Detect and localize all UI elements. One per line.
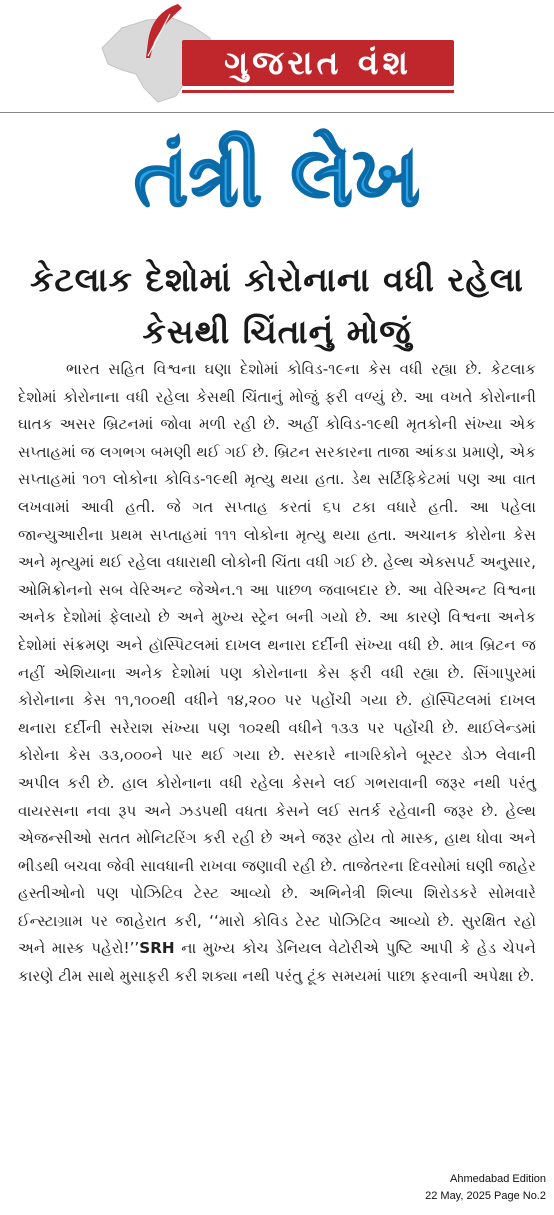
article-text-srh: SRH xyxy=(139,939,175,958)
footer xyxy=(425,1171,546,1205)
section-title: તંત્રી લેખ xyxy=(133,130,421,225)
article-text-part1: ભારત સહિત વિશ્વના ઘણા દેશોમાં કોવિડ-૧૯ના કેસ વધી રહ્યા છે. કેટલાક દેશોમાં કોરોનાના વધી રહેલા કેસથી ચિંતાનું મોજું ફરી વળ્યું છે. આ વખતે કોરોનાની ઘાતક અસર બ્રિટનમાં જોવા મળી રહી છે. અહીં કોવિડ-૧૯થી મૃતકોની સંખ્યા એક સપ્તાહમાં જ લગભગ બમણી થઈ ગઈ છે. બ્રિટન સરકારના તાજા આંકડા પ્રમાણે, એક સપ્તાહમાં ૧૦૧ લોકોના કોવિડ-૧૯થી મૃત્યુ થયા હતા. ડેથ સર્ટિફિકેટમાં પણ આ વાત લખવામાં આવી હતી. જે ગત સપ્તાહ કરતાં ૬૫ ટકા વધારે હતી. આ પહેલા જાન્યુઆરીના પ્રથમ સપ્તાહમાં ૧૧૧ લોકોના મૃત્યુ થયા હતા. અચાનક કોરોના કેસ અને મૃત્યુમાં થઈ રહેલા વધારાથી લોકોની ચિંતા વધી ગઈ છે. હેલ્થ એક્સપર્ટ અનુસાર, ઓમિક્રોનનો સબ વેરિઅન્ટ જેએન.૧ આ પાછળ જવાબદાર છે. આ વેરિઅન્ટ વિશ્વના અનેક દેશોમાં ફેલાયો છે અને મુખ્ય સ્ટ્રેન બની ગયો છે. આ કારણે વિશ્વના અનેક દેશોમાં સંક્રમણ અને હૉસ્પિટલમાં દાખલ થનારા દર્દીની સંખ્યા વધી છે. માત્ર બ્રિટન જ નહીં એશિયાના અનેક દેશોમાં પણ કોરોનાના કેસ ફરી વધી રહ્યા છે. સિંગાપુરમાં કોરોનાના કેસ ૧૧,૧૦૦થી વધીને ૧૪,૨૦૦ પર પહોંચી ગયા છે. હૉસ્પિટલમાં દાખલ થનારા દર્દીની સરેરાશ સંખ્યા પણ ૧૦૨થી વધીને ૧૩૩ પર પહોંચી છે. થાઈલેન્ડમાં કોરોના કેસ ૩૩,૦૦૦ને પાર થઈ ગયા છે. સરકારે નાગરિકોને બૂસ્ટર ડોઝ લેવાની અપીલ કરી છે. હાલ કોરોનાના વધી રહેલા કેસને લઈ ગભરાવાની જરૂર નથી પરંતુ વાયરસના નવા રૂપ અને ઝડપથી વધતા કેસને લઈ સતર્ક રહેવાની જરૂર છે. હેલ્થ એજન્સીઓ સતત મોનિટરિંગ કરી રહી છે અને જરૂર હોય તો માસ્ક, હાથ ધોવા અને ભીડથી બચવા જેવી સાવધાની રાખવા જણાવી રહી છે. તાજેતરના દિવસોમાં ઘણી જાહેર હસ્તીઓનો પણ પોઝિટિવ ટેસ્ટ આવ્યો છે. અભિનેત્રી શિલ્પા શિરોડકરે સોમવારે ઈન્સ્ટાગ્રામ પર જાહેરાત કરી, ‘‘મારો કોવિડ ટેસ્ટ પોઝિટિવ આવ્યો છે. સુરક્ષિત રહો અને માસ્ક પહેરો!’’ xyxy=(18,360,536,958)
date-page-label: 22 May, 2025 Page No.2 xyxy=(425,1190,546,1202)
article-headline: કેટલાક દેશોમાં કોરોનાના વધી રહેલા કેસથી ચિંતાનું મોજું xyxy=(30,260,524,351)
edition-label: Ahmedabad Edition xyxy=(449,1173,546,1185)
newspaper-logo: ગુજરાત વંશ xyxy=(182,40,454,86)
logo-underline xyxy=(182,90,454,93)
quill-feather-icon xyxy=(140,2,184,62)
section-header xyxy=(0,112,554,246)
masthead xyxy=(0,0,554,112)
article-body xyxy=(18,356,536,991)
article-text-part2: ના મુખ્ય કોચ ડેનિયલ વેટોરીએ પુષ્ટિ આપી કે હેડ ચેપને કારણે ટીમ સાથે મુસાફરી કરી શક્યા નથી પરંતુ ટૂંક સમયમાં પાછા ફરવાની અપેક્ષા છે. xyxy=(18,939,536,986)
divider xyxy=(0,112,554,113)
